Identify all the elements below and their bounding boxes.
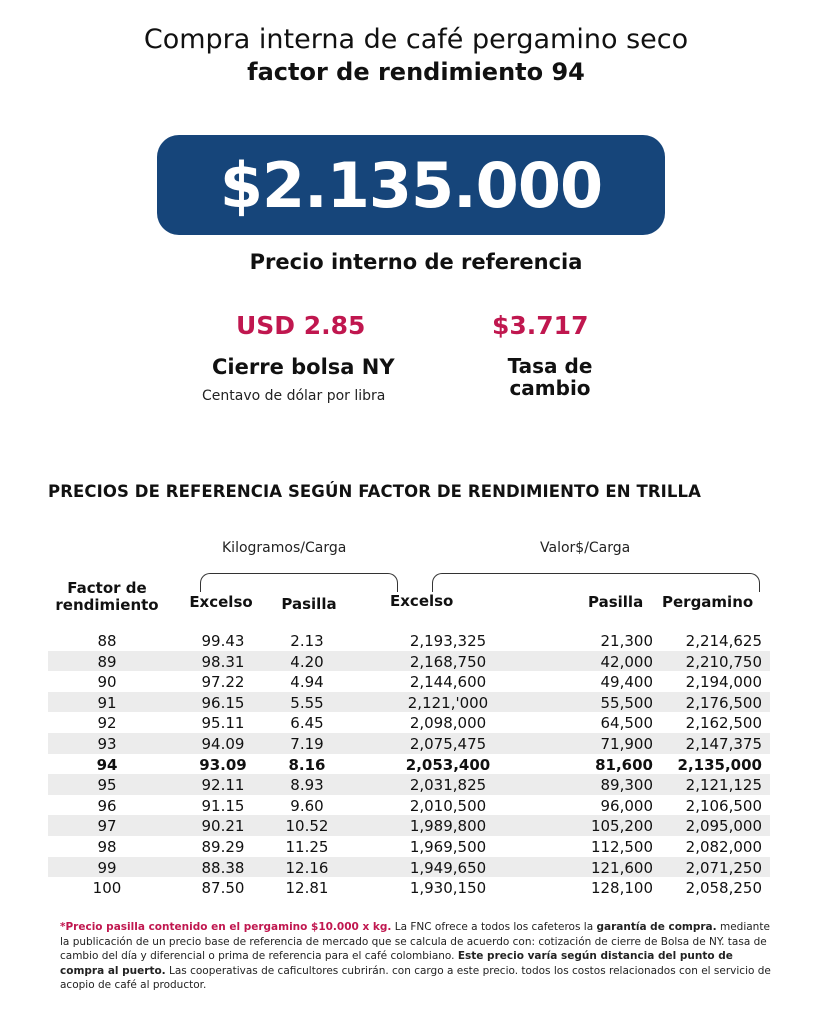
- column-header-kg-pasilla: Pasilla: [281, 595, 337, 613]
- exchange-rate-label: Tasa de cambio: [507, 354, 593, 400]
- cell-value-pasilla: 49,400: [600, 673, 653, 692]
- reference-price-label: Precio interno de referencia: [249, 250, 583, 274]
- cell-value-pergamino: 2,082,000: [685, 838, 762, 856]
- table-row: [48, 795, 770, 816]
- ny-close-unit: Centavo de dólar por libra: [202, 388, 386, 404]
- cell-value-pasilla: 64,500: [600, 714, 653, 733]
- cell-value-excelso: 1,949,650: [409, 858, 487, 877]
- cell-factor: 89: [97, 652, 117, 671]
- cell-value-excelso: 1,969,500: [409, 838, 487, 856]
- cell-value-pasilla: 128,100: [590, 879, 653, 898]
- cell-value-pergamino: 2,147,375: [685, 735, 762, 753]
- cell-factor: 96: [97, 796, 117, 815]
- cell-value-pasilla: 21,300: [600, 632, 653, 650]
- table-row: [48, 857, 770, 878]
- cell-factor: 93: [97, 735, 117, 753]
- page-subtitle: factor de rendimiento 94: [247, 58, 585, 86]
- cell-value-pergamino: 2,135,000: [677, 755, 762, 774]
- cell-kg-pasilla: 4.20: [290, 652, 324, 671]
- group-bracket-kg: [200, 573, 398, 592]
- cell-kg-pasilla: 4.94: [290, 673, 324, 692]
- cell-kg-pasilla: 12.16: [285, 858, 329, 877]
- cell-factor: 90: [97, 673, 117, 692]
- table-row: [48, 692, 770, 713]
- footnote: [60, 920, 772, 993]
- cell-factor: 99: [97, 858, 117, 877]
- cell-value-pergamino: 2,121,125: [685, 776, 762, 795]
- cell-value-pergamino: 2,210,750: [685, 652, 762, 671]
- table-row: [48, 671, 770, 692]
- cell-value-excelso: 2,010,500: [409, 796, 487, 815]
- cell-kg-excelso: 90.21: [201, 817, 245, 836]
- cell-kg-excelso: 88.38: [201, 858, 245, 877]
- cell-kg-excelso: 91.15: [201, 796, 245, 815]
- footnote-price-variation: Este precio varía según distancia del punto de compra al puerto.: [60, 950, 733, 977]
- page-title: Compra interna de café pergamino seco: [143, 24, 689, 55]
- cell-kg-excelso: 97.22: [201, 673, 245, 692]
- column-header-factor: Factor de rendimiento: [55, 579, 159, 614]
- cell-factor: 98: [97, 838, 117, 856]
- cell-kg-pasilla: 7.19: [290, 735, 324, 753]
- cell-factor: 94: [96, 755, 118, 774]
- table-title: PRECIOS DE REFERENCIA SEGÚN FACTOR DE RENDIMIENTO EN TRILLA: [48, 482, 702, 501]
- cell-kg-pasilla: 12.81: [285, 879, 329, 898]
- cell-value-pasilla: 55,500: [600, 693, 653, 712]
- group-header-kg: Kilogramos/Carga: [222, 540, 347, 556]
- cell-value-excelso: 2,098,000: [409, 714, 487, 733]
- footnote-text-3: Las cooperativas de caficultores cubrirán. con cargo a este precio. todos los costos relacionados con el servicio de acopio de café al productor.: [60, 964, 771, 991]
- table-row: [48, 754, 770, 775]
- cell-value-pasilla: 112,500: [590, 838, 653, 856]
- cell-kg-excelso: 99.43: [201, 632, 245, 650]
- table-row: [48, 733, 770, 754]
- cell-kg-excelso: 89.29: [201, 838, 245, 856]
- cell-value-pergamino: 2,058,250: [685, 879, 762, 898]
- ny-close-label: Cierre bolsa NY: [212, 355, 395, 379]
- cell-factor: 95: [97, 776, 117, 795]
- cell-kg-excelso: 92.11: [201, 776, 245, 795]
- table-row: [48, 877, 770, 898]
- cell-value-pergamino: 2,176,500: [685, 693, 762, 712]
- table-row: [48, 815, 770, 836]
- cell-kg-excelso: 96.15: [201, 693, 245, 712]
- column-header-kg-excelso: Excelso: [189, 593, 253, 611]
- group-header-value: Valor$/Carga: [540, 540, 631, 556]
- cell-kg-pasilla: 2.13: [290, 632, 324, 650]
- cell-value-excelso: 2,193,325: [409, 632, 487, 650]
- exchange-rate-value: $3.717: [492, 311, 589, 340]
- cell-value-pasilla: 105,200: [590, 817, 653, 836]
- table-row: [48, 651, 770, 672]
- cell-value-excelso: 2,168,750: [409, 652, 487, 671]
- cell-kg-pasilla: 10.52: [285, 817, 329, 836]
- cell-value-pergamino: 2,106,500: [685, 796, 762, 815]
- table-row: [48, 712, 770, 733]
- cell-factor: 88: [97, 632, 117, 650]
- cell-value-excelso: 2,144,600: [409, 673, 487, 692]
- cell-value-pasilla: 42,000: [600, 652, 653, 671]
- cell-factor: 91: [97, 693, 117, 712]
- column-header-value-excelso: Excelso: [390, 592, 454, 610]
- footnote-text-1: La FNC ofrece a todos los cafeteros la: [391, 921, 597, 933]
- cell-kg-excelso: 98.31: [201, 652, 245, 671]
- cell-kg-pasilla: 6.45: [290, 714, 324, 733]
- table-row: [48, 836, 770, 857]
- group-bracket-value: [432, 573, 760, 592]
- cell-kg-excelso: 87.50: [201, 879, 245, 898]
- cell-kg-excelso: 95.11: [201, 714, 245, 733]
- cell-kg-pasilla: 11.25: [285, 838, 329, 856]
- cell-value-pasilla: 81,600: [595, 755, 653, 774]
- table-row: [48, 774, 770, 795]
- cell-kg-pasilla: 5.55: [290, 693, 324, 712]
- cell-value-excelso: 2,031,825: [409, 776, 487, 795]
- cell-value-pasilla: 71,900: [600, 735, 653, 753]
- cell-value-excelso: 1,989,800: [409, 817, 487, 836]
- footnote-guarantee: garantía de compra.: [596, 921, 717, 933]
- cell-value-pergamino: 2,214,625: [685, 632, 762, 650]
- table-row: [48, 630, 770, 651]
- column-header-value-pergamino: Pergamino: [662, 593, 754, 611]
- ny-close-value: USD 2.85: [236, 311, 366, 340]
- footnote-text-2: mediante la publicación de un precio base de referencia de mercado que se calcula de acuerdo con: cotización de cierre de Bolsa de NY. tasa de cambio del día y diferencial o prima de referencia para el café colombiano.: [60, 921, 770, 962]
- cell-kg-excelso: 93.09: [199, 755, 247, 774]
- cell-value-pergamino: 2,162,500: [685, 714, 762, 733]
- cell-value-pasilla: 121,600: [590, 858, 653, 877]
- cell-kg-pasilla: 9.60: [290, 796, 324, 815]
- cell-kg-excelso: 94.09: [201, 735, 245, 753]
- cell-factor: 97: [97, 817, 117, 836]
- cell-factor: 92: [97, 714, 117, 733]
- reference-price-banner: [157, 135, 665, 235]
- reference-price-value: $2.135.000: [219, 148, 603, 222]
- cell-value-excelso: 1,930,150: [409, 879, 487, 898]
- column-header-value-pasilla: Pasilla: [588, 593, 644, 611]
- cell-factor: 100: [92, 879, 122, 898]
- cell-kg-pasilla: 8.16: [288, 755, 326, 774]
- footnote-pasilla-note: *Precio pasilla contenido en el pergamino $10.000 x kg.: [60, 921, 392, 933]
- cell-kg-pasilla: 8.93: [290, 776, 324, 795]
- cell-value-excelso: 2,121,'000: [407, 693, 489, 712]
- cell-value-excelso: 2,075,475: [409, 735, 487, 753]
- cell-value-pergamino: 2,194,000: [685, 673, 762, 692]
- cell-value-pasilla: 96,000: [600, 796, 653, 815]
- cell-value-pergamino: 2,095,000: [685, 817, 762, 836]
- cell-value-excelso: 2,053,400: [405, 755, 491, 774]
- cell-value-pergamino: 2,071,250: [685, 858, 762, 877]
- cell-value-pasilla: 89,300: [600, 776, 653, 795]
